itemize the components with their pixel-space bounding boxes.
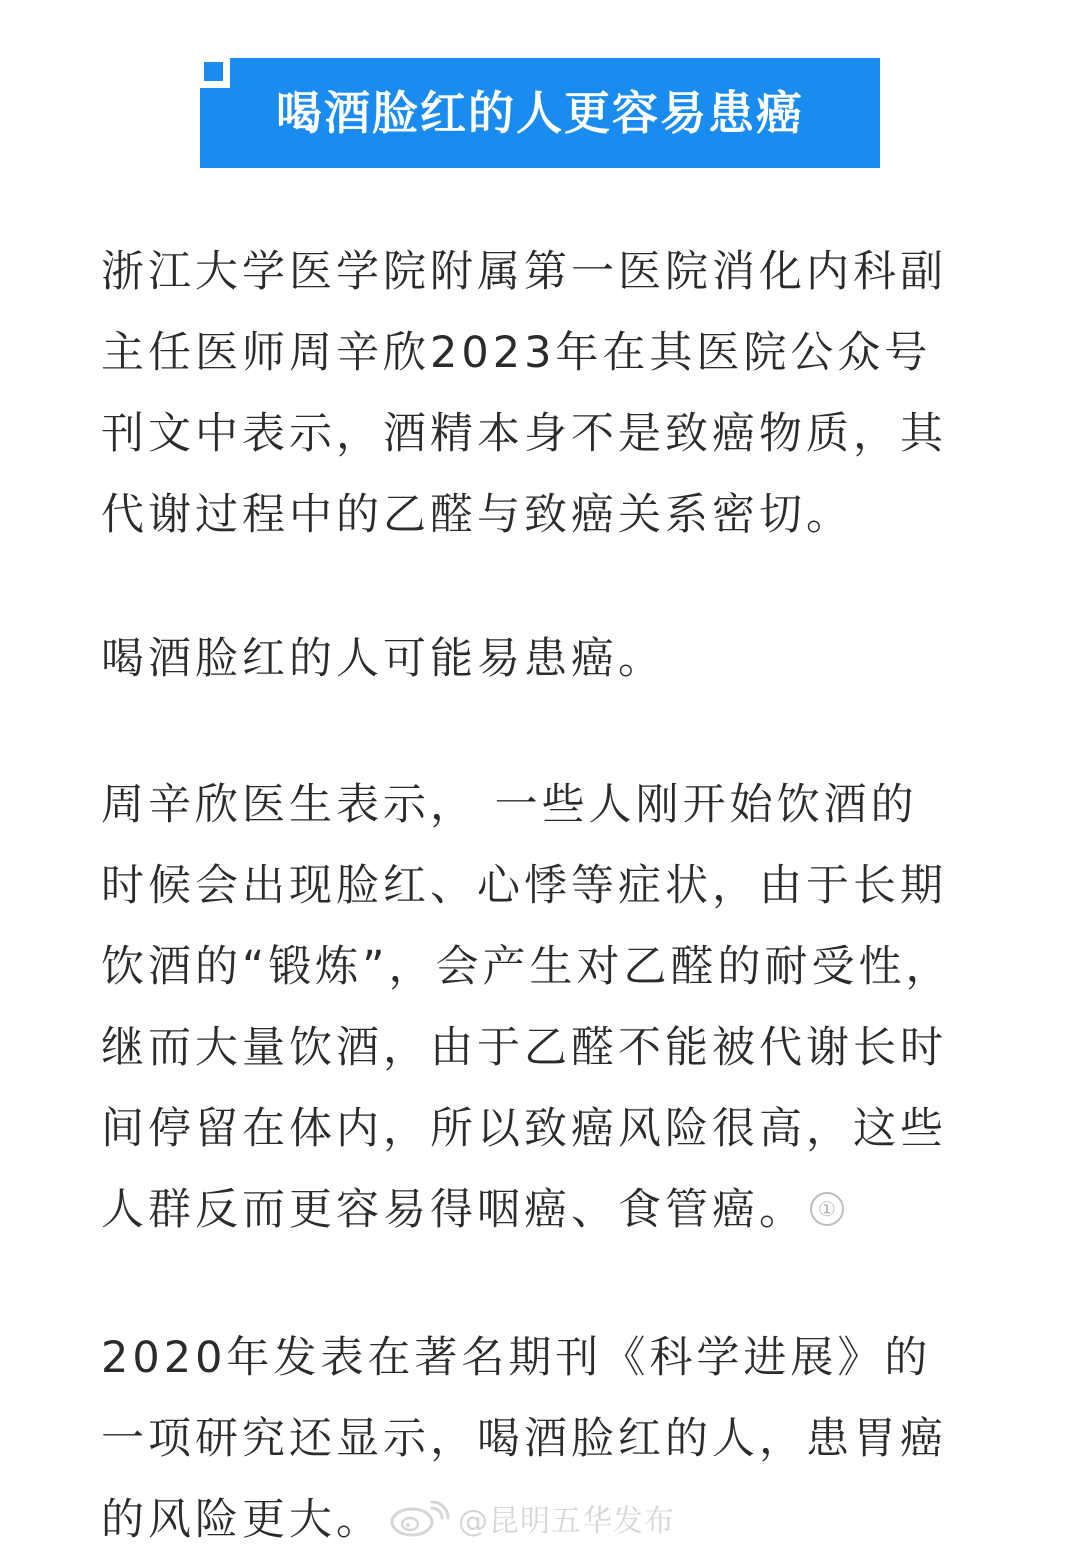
weibo-watermark <box>388 1496 675 1540</box>
weibo-logo-icon <box>388 1498 452 1538</box>
paragraph-line: 饮酒的“锻炼”，会产生对乙醛的耐受性， <box>101 942 953 992</box>
article-title: 喝酒脸红的人更容易患癌 <box>276 86 804 140</box>
paragraph-1 <box>101 232 981 556</box>
paragraph-line: 继而大量饮酒，由于乙醛不能被代谢长时 <box>101 1023 947 1073</box>
paragraph-line: 主任医师周辛欣2023年在其医院公众号 <box>101 328 932 378</box>
article-title-banner <box>200 58 880 168</box>
paragraph-line: 时候会出现脸红、心悸等症状，由于长期 <box>101 861 947 911</box>
watermark-text: @昆明五华发布 <box>458 1504 675 1539</box>
paragraph-line: 间停留在体内，所以致癌风险很高，这些 <box>101 1104 947 1154</box>
paragraph-line: 一项研究还显示，喝酒脸红的人，患胃癌 <box>101 1414 947 1464</box>
paragraph-line: 2020年发表在著名期刊《科学进展》的 <box>101 1333 932 1383</box>
paragraph-line-with-citation <box>101 1170 981 1251</box>
paragraph-line: 代谢过程中的乙醛与致癌关系密切。 <box>101 490 853 540</box>
paragraph-3 <box>101 765 981 1251</box>
paragraph-line: 浙江大学医学院附属第一医院消化内科副 <box>101 247 947 297</box>
paragraph-line: 人群反而更容易得咽癌、食管癌。 <box>101 1185 806 1235</box>
paragraph-2 <box>101 619 981 700</box>
paragraph-line: 的风险更大。 <box>101 1495 383 1545</box>
paragraph-line: 周辛欣医生表示， 一些人刚开始饮酒的 <box>101 780 918 830</box>
paragraph-line: 刊文中表示，酒精本身不是致癌物质，其 <box>101 409 947 459</box>
paragraph-line: 喝酒脸红的人可能易患癌。 <box>101 634 665 684</box>
citation-marker[interactable]: ① <box>810 1192 844 1226</box>
